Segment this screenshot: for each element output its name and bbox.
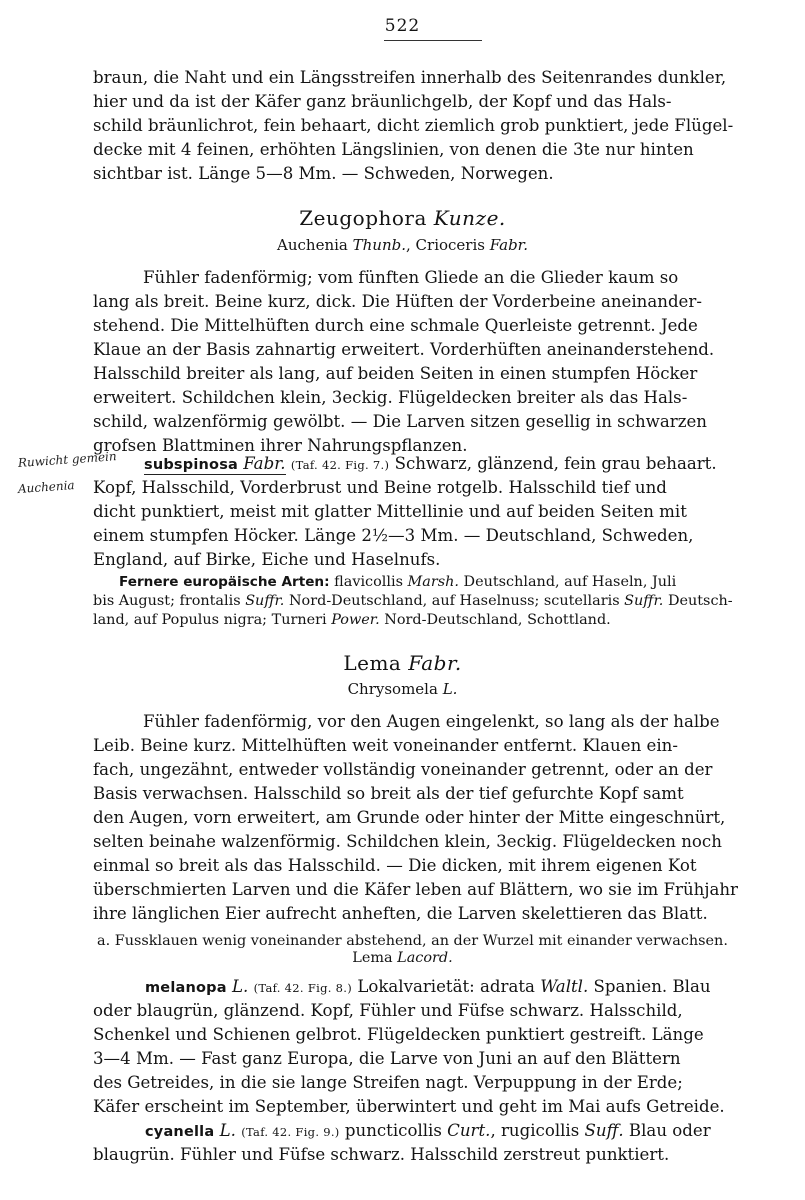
text-line: hier und da ist der Käfer ganz bräunlichgelb, der Kopf und das Hals- [93,92,672,111]
text-line: Schenkel und Schienen gelbrot. Flügeldecken punktiert gestreift. Länge [93,1025,704,1044]
text-line: Fühler fadenförmig, vor den Augen eingelenkt, so lang als der halbe [143,712,720,731]
species-text: Deutsch- [667,593,733,609]
text-line: Käfer erscheint im September, überwintert und geht im Mai aufs Getreide. [93,1097,725,1116]
species-name: subspinosa [144,457,239,473]
species-text: , rugicollis [490,1121,580,1140]
synonyms-zeugophora: Auchenia Thunb., Crioceris Fabr. [277,236,528,254]
species-first-line [93,452,783,478]
handwritten-annotation: Auchenia [17,478,76,496]
text-line: den Augen, vorn erweitert, am Grunde oder hinter der Mitte eingeschnürt, [93,808,726,827]
text-line: Klaue an der Basis zahnartig erweitert. Vorderhüften aneinanderstehend. [93,340,715,359]
text-line: des Getreides, in die sie lange Streifen nagt. Verpuppung in der Erde; [93,1073,683,1092]
species-author: Waltl. [540,977,589,996]
genus-heading-lema [0,651,805,675]
text-line: stehend. Die Mittelhüften durch eine schmale Querleiste getrennt. Jede [93,316,698,335]
synonym-author: L. [442,680,458,698]
text-line: grofsen Blattminen ihrer Nahrungspflanzen. [93,436,468,455]
synonym-author: Thunb. [352,236,406,254]
species-text: Nord-Deutschland, Schottland. [384,612,611,628]
species-text: land, auf Populus nigra; Turneri [93,612,327,628]
text-line: oder blaugrün, glänzend. Kopf, Fühler und Füfse schwarz. Halsschild, [93,1001,683,1020]
text-line: Leib. Beine kurz. Mittelhüften weit voneinander entfernt. Klauen ein- [93,736,678,755]
synonym-author: Fabr. [489,236,528,254]
page-number-rule [384,40,482,41]
synonym: Crioceris [415,236,485,254]
species-text: Blau oder [628,1121,711,1140]
species-text: bis August; frontalis [93,593,241,609]
text-line: braun, die Naht und ein Längsstreifen innerhalb des Seitenrandes dunkler, [93,68,727,87]
handwritten-annotation: Ruwicht gemein [17,449,118,470]
text-line: schild, walzenförmig gewölbt. — Die Larven sitzen gesellig in schwarzen [93,412,707,431]
text-line: Basis verwachsen. Halsschild so breit als der tief gefurchte Kopf samt [93,784,684,803]
genus-heading-zeugophora [0,206,805,230]
species-name: melanopa [145,980,227,996]
genus-name: Lema [343,651,402,675]
synonyms-lema [0,680,805,698]
page-number: 522 [384,16,421,36]
species-text: Nord-Deutschland, auf Haselnuss; scutellaris [288,593,620,609]
text-line: dicht punktiert, meist mit glatter Mittellinie und auf beiden Seiten mit [93,502,687,521]
species-text: puncticollis [344,1121,442,1140]
species-author: Suffr. [624,593,664,609]
genus-author: Kunze. [433,206,506,230]
species-author: Marsh. [407,574,459,590]
species-author: L. [219,1121,236,1140]
text-line: ihre länglichen Eier aufrecht anheften, die Larven skelettieren das Blatt. [93,904,708,923]
text-line: einem stumpfen Höcker. Länge 2½—3 Mm. — Deutschland, Schweden, [93,526,694,545]
subsection-genus [0,950,805,966]
subsection-heading: a. Fussklauen wenig voneinander abstehend, an der Wurzel mit einander verwachsen. [97,933,728,949]
text-line: fach, ungezähnt, entweder vollständig voneinander getrennt, oder an der [93,760,713,779]
synonym: Auchenia [277,236,348,254]
species-text: Schwarz, glänzend, fein grau behaart. [394,454,717,473]
genus-name: Zeugophora [299,206,427,230]
text-line [93,592,783,611]
text-line: Kopf, Halsschild, Vorderbrust und Beine rotgelb. Halsschild tief und [93,478,667,497]
species-text: Deutschland, auf Haseln, Juli [463,574,677,590]
text-line [93,573,783,592]
genus-author: Fabr. [408,651,462,675]
section-heading: Fernere europäische Arten: [119,574,330,590]
plate-reference: (Taf. 42. Fig. 7.) [290,458,390,472]
text-line: sichtbar ist. Länge 5—8 Mm. — Schweden, Norwegen. [93,164,554,183]
plate-reference: (Taf. 42. Fig. 9.) [241,1125,340,1139]
species-author: Fabr. [243,454,286,473]
species-text: Spanien. Blau [593,977,711,996]
text-line: selten beinahe walzenförmig. Schildchen klein, 3eckig. Flügeldecken noch [93,832,722,851]
species-text: Lokalvarietät: adrata [357,977,535,996]
genus-name: Lema [352,950,393,966]
text-line: decke mit 4 feinen, erhöhten Längslinien, von denen die 3te nur hinten [93,140,694,159]
synonym: Chrysomela [347,680,438,698]
text-line: Fühler fadenförmig; vom fünften Gliede an die Glieder kaum so [143,268,679,287]
species-author: Power. [331,612,380,628]
plate-reference: (Taf. 42. Fig. 8.) [253,981,353,995]
genus-author: Lacord. [397,950,453,966]
species-author: Suffr. [245,593,285,609]
species-author: Suff. [584,1121,624,1140]
text-line: blaugrün. Fühler und Füfse schwarz. Halsschild zerstreut punktiert. [93,1145,670,1164]
text-line: überschmierten Larven und die Käfer leben auf Blättern, wo sie im Frühjahr [93,880,738,899]
species-first-line [93,1119,783,1145]
text-line: 3—4 Mm. — Fast ganz Europa, die Larve von Juni an auf den Blättern [93,1049,681,1068]
species-first-line [93,975,783,1001]
text-line: lang als breit. Beine kurz, dick. Die Hüften der Vorderbeine aneinander- [93,292,702,311]
species-author: L. [232,977,249,996]
text-line: England, auf Birke, Eiche und Haselnufs. [93,550,441,569]
text-line [93,611,783,630]
species-author: Curt. [447,1121,491,1140]
species-name: flavicollis [334,574,403,590]
text-line: einmal so breit als das Halsschild. — Die dicken, mit ihrem eigenen Kot [93,856,697,875]
text-line: erweitert. Schildchen klein, 3eckig. Flügeldecken breiter als das Hals- [93,388,688,407]
text-line: Halsschild breiter als lang, auf beiden Seiten in einen stumpfen Höcker [93,364,698,383]
species-name: cyanella [145,1124,215,1140]
text-line: schild bräunlichrot, fein behaart, dicht ziemlich grob punktiert, jede Flügel- [93,116,734,135]
